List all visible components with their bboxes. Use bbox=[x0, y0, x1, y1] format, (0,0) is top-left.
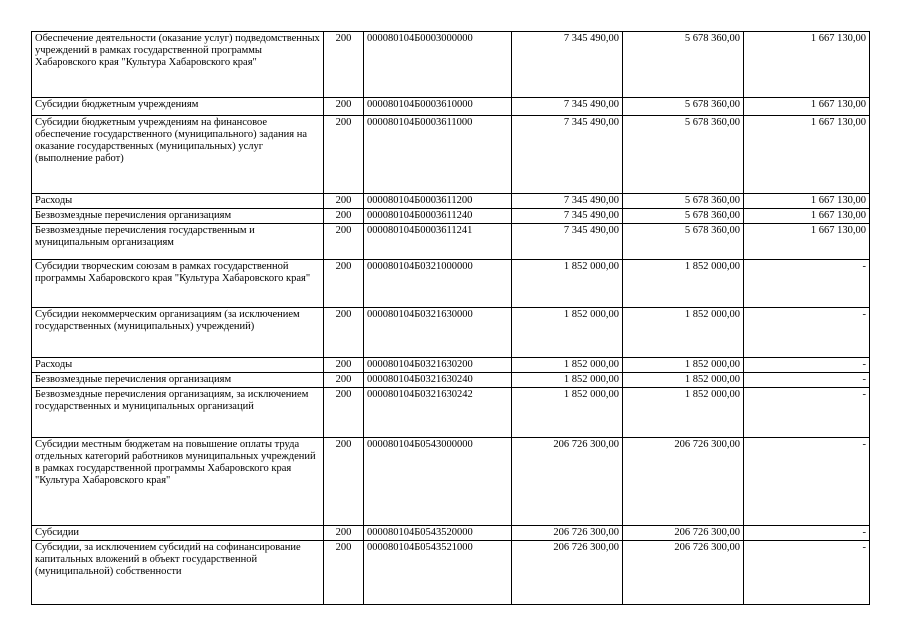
unexecuted-amount-cell: - bbox=[744, 308, 870, 358]
expense-name-cell: Безвозмездные перечисления государственным и муниципальным организациям bbox=[32, 224, 324, 260]
table-row bbox=[32, 209, 870, 224]
executed-amount-cell: 5 678 360,00 bbox=[623, 98, 744, 116]
table-row bbox=[32, 224, 870, 260]
table-row bbox=[32, 373, 870, 388]
executed-amount-cell: 1 852 000,00 bbox=[623, 373, 744, 388]
budget-classification-code-cell: 000080104Б0321630242 bbox=[364, 388, 512, 438]
unexecuted-amount-cell: - bbox=[744, 438, 870, 526]
budget-classification-code-cell: 000080104Б0003610000 bbox=[364, 98, 512, 116]
executed-amount-cell: 5 678 360,00 bbox=[623, 224, 744, 260]
unexecuted-amount-cell: - bbox=[744, 541, 870, 605]
line-code-cell: 200 bbox=[324, 438, 364, 526]
line-code-cell: 200 bbox=[324, 526, 364, 541]
table-row bbox=[32, 260, 870, 308]
unexecuted-amount-cell: 1 667 130,00 bbox=[744, 209, 870, 224]
table-row bbox=[32, 194, 870, 209]
executed-amount-cell: 1 852 000,00 bbox=[623, 260, 744, 308]
expense-name-cell: Расходы bbox=[32, 358, 324, 373]
line-code-cell: 200 bbox=[324, 388, 364, 438]
budget-classification-code-cell: 000080104Б0003611000 bbox=[364, 116, 512, 194]
table-row bbox=[32, 438, 870, 526]
unexecuted-amount-cell: - bbox=[744, 388, 870, 438]
approved-plan-cell: 7 345 490,00 bbox=[512, 98, 623, 116]
budget-classification-code-cell: 000080104Б0321630200 bbox=[364, 358, 512, 373]
table-row bbox=[32, 358, 870, 373]
line-code-cell: 200 bbox=[324, 358, 364, 373]
approved-plan-cell: 1 852 000,00 bbox=[512, 388, 623, 438]
budget-classification-code-cell: 000080104Б0543520000 bbox=[364, 526, 512, 541]
executed-amount-cell: 1 852 000,00 bbox=[623, 308, 744, 358]
line-code-cell: 200 bbox=[324, 209, 364, 224]
budget-classification-code-cell: 000080104Б0003611240 bbox=[364, 209, 512, 224]
executed-amount-cell: 5 678 360,00 bbox=[623, 116, 744, 194]
budget-classification-code-cell: 000080104Б0003611241 bbox=[364, 224, 512, 260]
unexecuted-amount-cell: 1 667 130,00 bbox=[744, 194, 870, 209]
unexecuted-amount-cell: - bbox=[744, 260, 870, 308]
line-code-cell: 200 bbox=[324, 32, 364, 98]
executed-amount-cell: 1 852 000,00 bbox=[623, 388, 744, 438]
executed-amount-cell: 206 726 300,00 bbox=[623, 438, 744, 526]
expense-name-cell: Обеспечение деятельности (оказание услуг) подведомственных учреждений в рамках государственной программы Хабаровского края "Культура Хабаровского края" bbox=[32, 32, 324, 98]
approved-plan-cell: 206 726 300,00 bbox=[512, 541, 623, 605]
approved-plan-cell: 1 852 000,00 bbox=[512, 373, 623, 388]
executed-amount-cell: 206 726 300,00 bbox=[623, 541, 744, 605]
budget-execution-table bbox=[31, 31, 870, 605]
expense-name-cell: Субсидии bbox=[32, 526, 324, 541]
budget-classification-code-cell: 000080104Б0003611200 bbox=[364, 194, 512, 209]
approved-plan-cell: 206 726 300,00 bbox=[512, 526, 623, 541]
expense-name-cell: Безвозмездные перечисления организациям bbox=[32, 373, 324, 388]
line-code-cell: 200 bbox=[324, 116, 364, 194]
budget-classification-code-cell: 000080104Б0321000000 bbox=[364, 260, 512, 308]
approved-plan-cell: 7 345 490,00 bbox=[512, 116, 623, 194]
approved-plan-cell: 1 852 000,00 bbox=[512, 358, 623, 373]
unexecuted-amount-cell: 1 667 130,00 bbox=[744, 116, 870, 194]
unexecuted-amount-cell: 1 667 130,00 bbox=[744, 98, 870, 116]
expense-name-cell: Субсидии некоммерческим организациям (за исключением государственных (муниципальных) учреждений) bbox=[32, 308, 324, 358]
line-code-cell: 200 bbox=[324, 541, 364, 605]
table-row bbox=[32, 32, 870, 98]
budget-classification-code-cell: 000080104Б0543000000 bbox=[364, 438, 512, 526]
line-code-cell: 200 bbox=[324, 98, 364, 116]
line-code-cell: 200 bbox=[324, 260, 364, 308]
unexecuted-amount-cell: - bbox=[744, 373, 870, 388]
expense-name-cell: Субсидии бюджетным учреждениям bbox=[32, 98, 324, 116]
approved-plan-cell: 1 852 000,00 bbox=[512, 308, 623, 358]
table-row bbox=[32, 526, 870, 541]
table-body bbox=[32, 32, 870, 605]
approved-plan-cell: 7 345 490,00 bbox=[512, 209, 623, 224]
table-row bbox=[32, 388, 870, 438]
line-code-cell: 200 bbox=[324, 194, 364, 209]
budget-classification-code-cell: 000080104Б0543521000 bbox=[364, 541, 512, 605]
expense-name-cell: Безвозмездные перечисления организациям, за исключением государственных и муниципальных организаций bbox=[32, 388, 324, 438]
budget-classification-code-cell: 000080104Б0321630000 bbox=[364, 308, 512, 358]
expense-name-cell: Субсидии, за исключением субсидий на софинансирование капитальных вложений в объект государственной (муниципальной) собственности bbox=[32, 541, 324, 605]
approved-plan-cell: 7 345 490,00 bbox=[512, 194, 623, 209]
unexecuted-amount-cell: 1 667 130,00 bbox=[744, 32, 870, 98]
approved-plan-cell: 206 726 300,00 bbox=[512, 438, 623, 526]
table-row bbox=[32, 308, 870, 358]
table-row bbox=[32, 98, 870, 116]
expense-name-cell: Субсидии местным бюджетам на повышение оплаты труда отдельных категорий работников муниципальных учреждений в рамках государственной программы Хабаровского края "Культура Хабаровского края" bbox=[32, 438, 324, 526]
expense-name-cell: Безвозмездные перечисления организациям bbox=[32, 209, 324, 224]
budget-classification-code-cell: 000080104Б0003000000 bbox=[364, 32, 512, 98]
expense-name-cell: Субсидии бюджетным учреждениям на финансовое обеспечение государственного (муниципального) задания на оказание государственных (муниципальных) услуг (выполнение работ) bbox=[32, 116, 324, 194]
executed-amount-cell: 5 678 360,00 bbox=[623, 194, 744, 209]
table-row bbox=[32, 116, 870, 194]
table-row bbox=[32, 541, 870, 605]
line-code-cell: 200 bbox=[324, 224, 364, 260]
executed-amount-cell: 206 726 300,00 bbox=[623, 526, 744, 541]
executed-amount-cell: 5 678 360,00 bbox=[623, 32, 744, 98]
unexecuted-amount-cell: 1 667 130,00 bbox=[744, 224, 870, 260]
executed-amount-cell: 5 678 360,00 bbox=[623, 209, 744, 224]
approved-plan-cell: 7 345 490,00 bbox=[512, 32, 623, 98]
approved-plan-cell: 7 345 490,00 bbox=[512, 224, 623, 260]
executed-amount-cell: 1 852 000,00 bbox=[623, 358, 744, 373]
unexecuted-amount-cell: - bbox=[744, 526, 870, 541]
line-code-cell: 200 bbox=[324, 373, 364, 388]
expense-name-cell: Субсидии творческим союзам в рамках государственной программы Хабаровского края "Культура Хабаровского края" bbox=[32, 260, 324, 308]
budget-classification-code-cell: 000080104Б0321630240 bbox=[364, 373, 512, 388]
unexecuted-amount-cell: - bbox=[744, 358, 870, 373]
line-code-cell: 200 bbox=[324, 308, 364, 358]
expense-name-cell: Расходы bbox=[32, 194, 324, 209]
approved-plan-cell: 1 852 000,00 bbox=[512, 260, 623, 308]
